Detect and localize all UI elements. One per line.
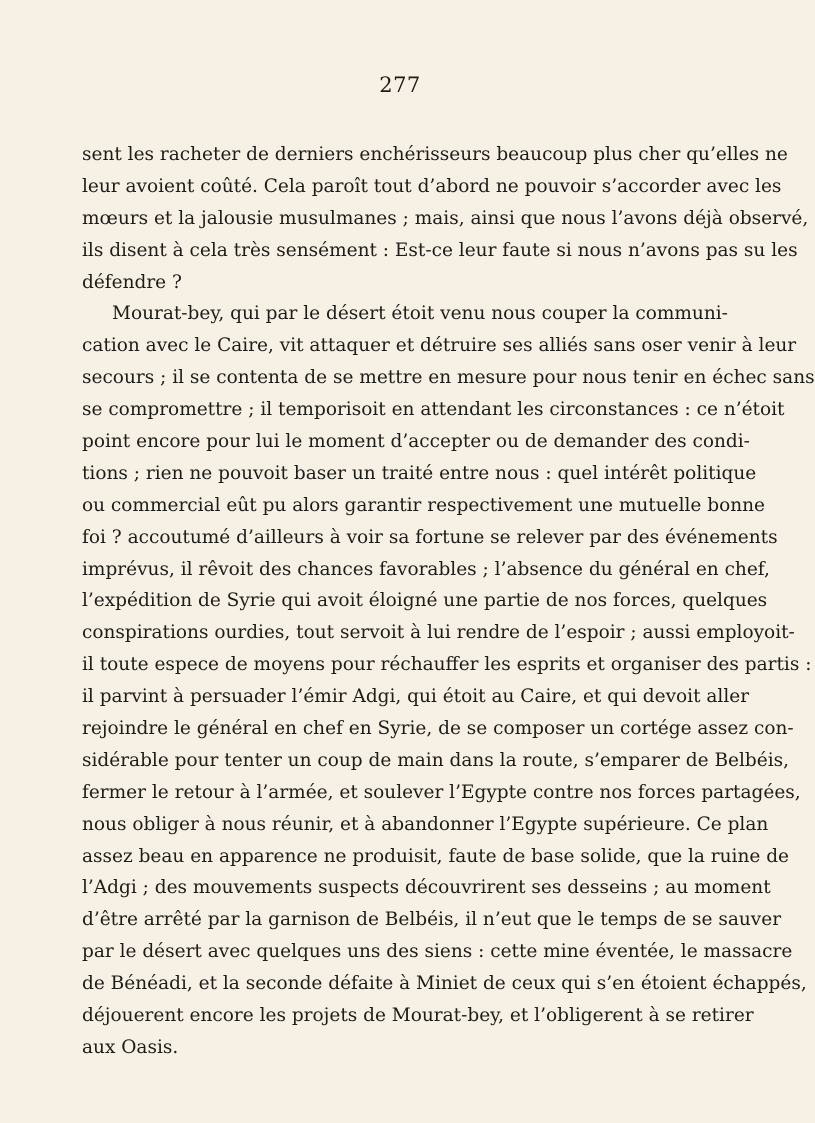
text-line: d’être arrêté par la garnison de Belbéis, il n’eut que le temps de se sauver [82, 909, 782, 931]
paragraph [82, 139, 809, 298]
text-line: secours ; il se contenta de se mettre en mesure pour nous tenir en échec sans [82, 367, 815, 389]
paragraph [82, 298, 815, 1063]
text-line: imprévus, il rêvoit des chances favorables ; l’absence du général en chef, [82, 558, 770, 580]
text-line: l’expédition de Syrie qui avoit éloigné une partie de nos forces, quelques [82, 590, 768, 612]
text-line: Mourat-bey, qui par le désert étoit venu nous couper la communi- [112, 303, 728, 325]
text-line: cation avec le Caire, vit attaquer et détruire ses alliés sans oser venir à leur [82, 335, 797, 357]
text-line: ils disent à cela très sensément : Est-ce leur faute si nous n’avons pas su les [82, 239, 798, 261]
text-line: nous obliger à nous réunir, et à abandonner l’Egypte supérieure. Ce plan [82, 813, 769, 835]
text-line: rejoindre le général en chef en Syrie, de se composer un cortége assez con- [82, 718, 794, 740]
text-line: conspirations ourdies, tout servoit à lui rendre de l’espoir ; aussi employoit- [82, 622, 795, 644]
body-text [82, 139, 815, 1064]
text-line: aux Oasis. [82, 1036, 179, 1058]
text-line: assez beau en apparence ne produisit, faute de base solide, que la ruine de [82, 845, 790, 867]
text-line: point encore pour lui le moment d’accepter ou de demander des condi- [82, 431, 750, 453]
text-line: par le désert avec quelques uns des siens : cette mine éventée, le massacre [82, 941, 793, 963]
text-line: il toute espece de moyens pour réchauffer les esprits et organiser des partis : [82, 654, 812, 676]
page-number: 277 [379, 73, 421, 97]
text-line: déjouerent encore les projets de Mourat-bey, et l’obligerent à se retirer [82, 1005, 754, 1027]
text-line: sidérable pour tenter un coup de main dans la route, s’emparer de Belbéis, [82, 749, 789, 771]
text-line: foi ? accoutumé d’ailleurs à voir sa fortune se relever par des événements [82, 526, 778, 548]
text-line: l’Adgi ; des mouvements suspects découvrirent ses desseins ; au moment [82, 877, 771, 899]
text-line: leur avoient coûté. Cela paroît tout d’abord ne pouvoir s’accorder avec les [82, 175, 782, 197]
text-line: défendre ? [82, 271, 182, 293]
text-line: tions ; rien ne pouvoit baser un traité entre nous : quel intérêt politique [82, 462, 757, 484]
text-line: il parvint à persuader l’émir Adgi, qui étoit au Caire, et qui devoit aller [82, 686, 750, 708]
text-line: fermer le retour à l’armée, et soulever l’Egypte contre nos forces partagées, [82, 781, 801, 803]
text-line: sent les racheter de derniers enchérisseurs beaucoup plus cher qu’elles ne [82, 144, 788, 165]
text-line: ou commercial eût pu alors garantir respectivement une mutuelle bonne [82, 494, 766, 516]
text-line: de Bénéadi, et la seconde défaite à Miniet de ceux qui s’en étoient échappés, [82, 973, 807, 995]
text-line: mœurs et la jalousie musulmanes ; mais, ainsi que nous l’avons déjà observé, [82, 207, 809, 229]
text-line: se compromettre ; il temporisoit en attendant les circonstances : ce n’étoit [82, 399, 785, 421]
